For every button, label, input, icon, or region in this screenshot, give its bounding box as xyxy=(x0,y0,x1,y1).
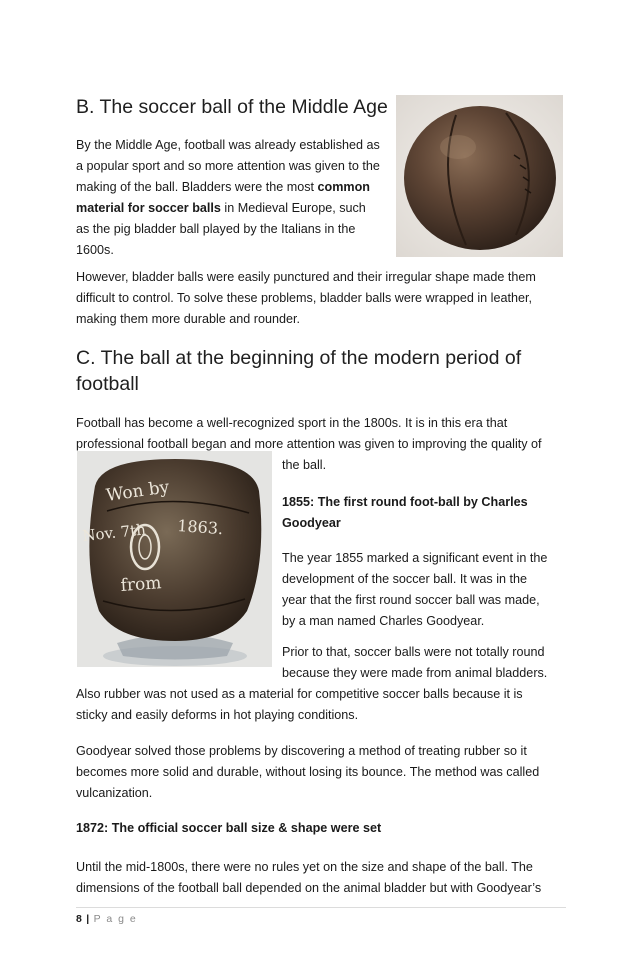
text-line: development of the soccer ball. It was in the xyxy=(282,572,528,586)
page-number: 8 xyxy=(76,913,82,925)
subheading-1872: 1872: The official soccer ball size & shape were set xyxy=(76,821,382,835)
medieval-ball-image xyxy=(396,95,563,257)
footer-separator: | xyxy=(86,913,90,925)
bold-text: common xyxy=(317,180,370,194)
text-line xyxy=(76,177,406,198)
section-c-paragraph-1 xyxy=(76,413,576,455)
inscription-text: Won by xyxy=(104,477,171,506)
text-line: Goodyear xyxy=(282,516,341,530)
text-run: making of the ball. Bladders were the most xyxy=(76,180,318,194)
section-b-heading: B. The soccer ball of the Middle Age xyxy=(76,96,388,118)
text-line: Goodyear solved those problems by discovering a method of treating rubber so it xyxy=(76,744,527,758)
footer-divider xyxy=(76,907,566,908)
text-line: becomes more solid and durable, without losing its bounce. The method was called xyxy=(76,765,540,779)
text-line: By the Middle Age, football was already established as xyxy=(76,138,380,152)
text-line: 1600s. xyxy=(76,243,114,257)
text-line: Football has become a well-recognized sport in the 1800s. It is in this era that xyxy=(76,416,508,430)
ball-1863-illustration xyxy=(77,451,272,667)
text-line: year that the first round soccer ball was made, xyxy=(282,593,540,607)
text-line: the ball. xyxy=(282,458,327,472)
bold-text: material for soccer balls xyxy=(76,201,221,215)
paragraph-goodyear xyxy=(76,741,539,804)
text-line: a popular sport and so more attention was given to the xyxy=(76,159,380,173)
paragraph-1872 xyxy=(76,857,541,899)
text-line: 1855: The first round foot-ball by Charles xyxy=(282,495,528,509)
text-line: sticky and easily deforms in hot playing conditions. xyxy=(76,708,359,722)
text-line: The year 1855 marked a significant event in the xyxy=(282,551,548,565)
text-line: Also rubber was not used as a material for competitive soccer balls because it is xyxy=(76,687,523,701)
text-run: in Medieval Europe, such xyxy=(220,201,366,215)
inscription-text: Nov. 7th xyxy=(81,520,147,545)
section-b-paragraph-1 xyxy=(76,135,406,261)
text-line: Until the mid-1800s, there were no rules yet on the size and shape of the ball. The xyxy=(76,860,533,874)
inscription-text: from xyxy=(119,573,163,596)
paragraph-1855 xyxy=(282,548,547,632)
text-line: difficult to control. To solve these problems, bladder balls were wrapped in leather, xyxy=(76,291,532,305)
text-line: making them more durable and rounder. xyxy=(76,312,301,326)
text-line: vulcanization. xyxy=(76,786,153,800)
text-line: because they were made from animal bladders. xyxy=(282,666,548,680)
subheading-1855 xyxy=(282,492,528,534)
medieval-ball-illustration xyxy=(396,95,563,257)
heading-line: football xyxy=(76,373,139,395)
text-line: by a man named Charles Goodyear. xyxy=(282,614,485,628)
page-label: P a g e xyxy=(93,913,138,925)
inscription-text: 1863. xyxy=(176,516,224,539)
paragraph-prior xyxy=(76,684,523,726)
text-line: Prior to that, soccer balls were not totally round xyxy=(282,645,545,659)
text-line: professional football began and more attention was given to improving the quality of xyxy=(76,437,542,451)
text-line: as the pig bladder ball played by the Italians in the xyxy=(76,222,356,236)
heading-line: C. The ball at the beginning of the modern period of xyxy=(76,347,522,369)
ball-1863-image xyxy=(77,451,272,667)
text-line: However, bladder balls were easily punctured and their irregular shape made them xyxy=(76,270,536,284)
page-footer xyxy=(76,913,137,925)
text-line: dimensions of the football ball depended on the animal bladder but with Goodyear’s xyxy=(76,881,542,895)
text-line xyxy=(76,198,406,219)
paragraph-prior-wrap xyxy=(282,642,547,684)
section-c-heading xyxy=(76,345,576,397)
section-b-paragraph-2 xyxy=(76,267,566,330)
